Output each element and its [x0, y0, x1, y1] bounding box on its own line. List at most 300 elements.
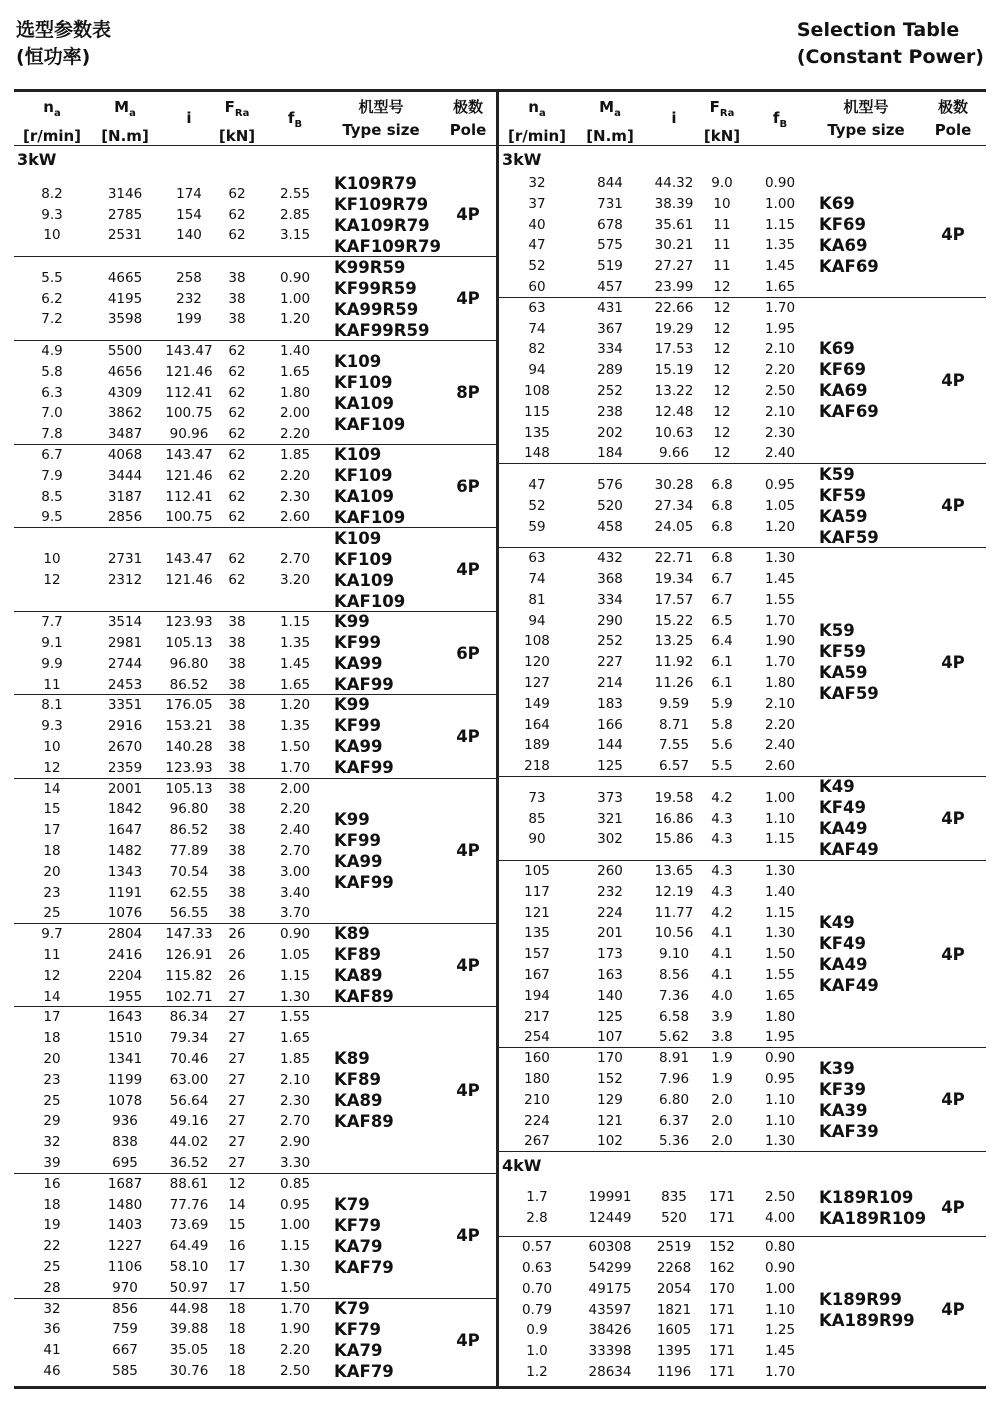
ratio-cell: 1395	[656, 1343, 692, 1360]
type-size: KA69	[819, 381, 868, 401]
type-size-list	[819, 1048, 879, 1151]
group-rows	[14, 341, 496, 445]
speed-cell: 117	[524, 883, 550, 900]
torque-cell: 129	[597, 1091, 623, 1108]
table-row	[499, 756, 986, 777]
ratio-cell: 8.56	[658, 966, 690, 983]
pole-value: 4P	[456, 560, 480, 580]
torque-cell: 125	[597, 758, 623, 775]
table-row	[499, 694, 986, 715]
torque-cell: 519	[597, 258, 623, 275]
radial-load-cell: 171	[709, 1322, 735, 1339]
speed-cell: 108	[524, 633, 550, 650]
radial-load-cell: 3.9	[711, 1008, 733, 1025]
speed-cell: 15	[43, 801, 61, 818]
type-size: KF59	[819, 642, 867, 662]
service-factor-cell: 1.90	[279, 1321, 311, 1338]
radial-load-cell: 62	[228, 572, 246, 589]
speed-cell: 194	[524, 987, 550, 1004]
pole-value: 4P	[941, 1300, 965, 1320]
service-factor-cell: 2.55	[279, 185, 311, 202]
table-row	[14, 987, 496, 1008]
power-section-label: 3kW	[502, 150, 542, 169]
type-size: KA79	[334, 1341, 383, 1361]
speed-cell: 164	[524, 716, 550, 733]
table-row	[499, 402, 986, 423]
torque-cell: 12449	[588, 1210, 632, 1227]
torque-cell: 1647	[107, 822, 143, 839]
header-na	[22, 96, 82, 148]
service-factor-cell: 2.20	[764, 716, 796, 733]
torque-cell: 936	[112, 1113, 138, 1130]
table-row	[14, 945, 496, 966]
torque-cell: 232	[597, 883, 623, 900]
type-size: KF59	[819, 485, 867, 505]
ratio-cell: 147.33	[165, 926, 213, 943]
speed-cell: 73	[528, 789, 546, 806]
table-row	[14, 737, 496, 758]
speed-cell: 1.7	[526, 1189, 548, 1206]
service-factor-cell: 2.10	[279, 1071, 311, 1088]
service-factor-cell: 1.00	[279, 290, 311, 307]
header-pole-line1	[925, 96, 981, 119]
service-factor-cell: 2.40	[764, 737, 796, 754]
radial-load-cell: 5.8	[711, 716, 733, 733]
header-na-sub: a	[53, 108, 61, 119]
table-row	[14, 1278, 496, 1299]
radial-load-cell: 6.1	[711, 674, 733, 691]
type-size: K89	[334, 1049, 370, 1069]
radial-load-cell: 5.9	[711, 695, 733, 712]
torque-cell: 170	[597, 1050, 623, 1067]
radial-load-cell: 38	[228, 697, 246, 714]
page-title-en: Selection Table	[796, 19, 960, 41]
type-size-list	[819, 861, 879, 1047]
speed-cell: 74	[528, 320, 546, 337]
radial-load-cell: 3.8	[711, 1029, 733, 1046]
torque-cell: 2916	[107, 718, 143, 735]
speed-cell: 7.8	[41, 426, 63, 443]
page-title-cn: 选型参数表	[16, 19, 112, 41]
speed-cell: 1.0	[526, 1343, 548, 1360]
table-row	[499, 986, 986, 1007]
table-row	[14, 466, 496, 487]
table-row	[499, 631, 986, 652]
type-size: KF89	[334, 945, 382, 965]
radial-load-cell: 12	[713, 445, 731, 462]
table-row	[499, 194, 986, 215]
service-factor-cell: 1.25	[764, 1322, 796, 1339]
service-factor-cell: 1.95	[764, 320, 796, 337]
table-row	[14, 1091, 496, 1112]
pole-value: 4P	[456, 1080, 480, 1100]
radial-load-cell: 2.0	[711, 1133, 733, 1150]
service-factor-cell: 1.50	[279, 738, 311, 755]
speed-cell: 157	[524, 946, 550, 963]
service-factor-cell: 3.15	[279, 227, 311, 244]
speed-cell: 10	[43, 227, 61, 244]
radial-load-cell: 11	[713, 258, 731, 275]
ratio-cell: 64.49	[169, 1238, 209, 1255]
torque-cell: 2416	[107, 946, 143, 963]
table-row	[499, 256, 986, 277]
torque-cell: 1480	[107, 1196, 143, 1213]
torque-cell: 373	[597, 789, 623, 806]
model-group	[14, 257, 496, 341]
type-size: KF69	[819, 360, 867, 380]
service-factor-cell: 1.40	[279, 343, 311, 359]
speed-cell: 7.9	[41, 467, 63, 484]
type-size-list	[334, 528, 405, 611]
type-size: K99	[334, 612, 370, 632]
speed-cell: 8.1	[41, 697, 63, 714]
type-size: KA69	[819, 235, 868, 255]
speed-cell: 28	[43, 1279, 61, 1296]
type-size: KF49	[819, 934, 867, 954]
table-row	[499, 944, 986, 965]
header-ma-label: M	[599, 98, 615, 116]
speed-cell: 0.57	[521, 1239, 553, 1256]
service-factor-cell: 1.85	[279, 1050, 311, 1067]
torque-cell: 33398	[588, 1343, 632, 1360]
page-subtitle-en: (Constant Power)	[796, 46, 984, 68]
type-size-list	[819, 1237, 915, 1383]
type-size: KAF99R59	[334, 320, 430, 340]
model-group	[14, 1299, 496, 1382]
torque-cell: 107	[597, 1029, 623, 1046]
service-factor-cell: 2.20	[279, 801, 311, 818]
service-factor-cell: 0.90	[764, 1259, 796, 1276]
radial-load-cell: 1.9	[711, 1050, 733, 1067]
torque-cell: 49175	[588, 1280, 632, 1297]
torque-cell: 759	[112, 1321, 138, 1338]
table-header	[14, 92, 496, 146]
torque-cell: 144	[597, 737, 623, 754]
service-factor-cell: 1.20	[279, 697, 311, 714]
speed-cell: 149	[524, 695, 550, 712]
ratio-cell: 30.21	[654, 237, 694, 254]
torque-cell: 1403	[107, 1217, 143, 1234]
header-pole-label: 极数	[937, 98, 968, 116]
torque-cell: 2204	[107, 967, 143, 984]
type-size: K69	[819, 193, 855, 213]
speed-cell: 135	[524, 925, 550, 942]
header-ma-unit: [N.m]	[586, 127, 634, 145]
group-rows	[499, 1048, 986, 1152]
service-factor-cell: 1.10	[764, 810, 796, 827]
radial-load-cell: 152	[709, 1239, 735, 1256]
type-size: KA89	[334, 1091, 383, 1111]
radial-load-cell: 27	[228, 1009, 246, 1026]
type-size: KF109	[334, 549, 393, 569]
type-size-list	[819, 173, 879, 297]
speed-cell: 8.2	[41, 185, 63, 202]
radial-load-cell: 26	[228, 946, 246, 963]
type-size: KF109	[334, 372, 393, 392]
speed-cell: 17	[43, 1009, 61, 1026]
header-fra-sub: Ra	[234, 108, 250, 119]
torque-cell: 457	[597, 278, 623, 295]
radial-load-cell: 38	[228, 822, 246, 839]
ratio-cell: 44.98	[169, 1300, 209, 1317]
ratio-cell: 140.28	[165, 738, 213, 755]
model-group	[14, 1007, 496, 1173]
table-row	[14, 966, 496, 987]
radial-load-cell: 16	[228, 1238, 246, 1255]
torque-cell: 125	[597, 1008, 623, 1025]
speed-cell: 167	[524, 966, 550, 983]
service-factor-cell: 1.35	[764, 237, 796, 254]
service-factor-cell: 1.00	[764, 789, 796, 806]
speed-cell: 39	[43, 1154, 61, 1171]
ratio-cell: 7.36	[658, 987, 690, 1004]
header-type-line1	[326, 96, 436, 119]
table-row	[14, 1111, 496, 1132]
radial-load-cell: 27	[228, 1071, 246, 1088]
model-group	[499, 777, 986, 861]
table-row	[499, 319, 986, 340]
service-factor-cell: 2.40	[764, 445, 796, 462]
type-size: KA49	[819, 955, 868, 975]
ratio-cell: 35.61	[654, 216, 694, 233]
table-row	[14, 341, 496, 362]
radial-load-cell: 38	[228, 780, 246, 797]
table-row	[14, 779, 496, 800]
header-type-line1	[811, 96, 921, 119]
service-factor-cell: 1.70	[764, 612, 796, 629]
type-size: K189R99	[819, 1289, 902, 1309]
table-row	[499, 475, 986, 496]
header-na-unit: [r/min]	[507, 127, 567, 145]
ratio-cell: 58.10	[169, 1258, 209, 1275]
ratio-cell: 112.41	[165, 384, 213, 401]
speed-cell: 63	[528, 550, 546, 567]
service-factor-cell: 2.00	[279, 405, 311, 422]
type-size: KA109	[334, 487, 394, 507]
radial-load-cell: 38	[228, 884, 246, 901]
ratio-cell: 121.46	[165, 363, 213, 380]
header-pole	[925, 96, 981, 142]
speed-cell: 12	[43, 967, 61, 984]
header-ma	[579, 96, 641, 148]
speed-cell: 32	[43, 1134, 61, 1151]
service-factor-cell: 1.70	[279, 759, 311, 776]
radial-load-cell: 27	[228, 1050, 246, 1067]
radial-load-cell: 18	[228, 1300, 246, 1317]
torque-cell: 302	[597, 831, 623, 848]
service-factor-cell: 2.30	[279, 1092, 311, 1109]
type-size: KF79	[334, 1215, 382, 1235]
table-row	[499, 652, 986, 673]
radial-load-cell: 4.3	[711, 810, 733, 827]
type-size: KA49	[819, 819, 868, 839]
service-factor-cell: 3.70	[279, 905, 311, 922]
service-factor-cell: 1.65	[279, 1030, 311, 1047]
radial-load-cell: 5.5	[711, 758, 733, 775]
service-factor-cell: 2.10	[764, 341, 796, 358]
speed-cell: 52	[528, 497, 546, 514]
service-factor-cell: 1.15	[764, 904, 796, 921]
table-row	[14, 924, 496, 945]
ratio-cell: 153.21	[165, 718, 213, 735]
radial-load-cell: 62	[228, 363, 246, 380]
model-group	[14, 1174, 496, 1299]
torque-cell: 166	[597, 716, 623, 733]
pole-value: 4P	[456, 205, 480, 224]
speed-cell: 135	[524, 424, 550, 441]
service-factor-cell: 1.65	[279, 363, 311, 380]
type-size-list	[334, 341, 405, 444]
speed-cell: 36	[43, 1321, 61, 1338]
table-row	[499, 1069, 986, 1090]
group-rows	[14, 779, 496, 925]
radial-load-cell: 12	[713, 341, 731, 358]
service-factor-cell: 1.30	[279, 1258, 311, 1275]
speed-cell: 10	[43, 738, 61, 755]
type-size: KA59	[819, 506, 868, 526]
table-row	[14, 799, 496, 820]
torque-cell: 334	[597, 591, 623, 608]
table-row	[499, 923, 986, 944]
type-size: KA99	[334, 737, 383, 757]
torque-cell: 4195	[107, 290, 143, 307]
service-factor-cell: 2.30	[279, 488, 311, 505]
service-factor-cell: 1.00	[279, 1217, 311, 1234]
torque-cell: 140	[597, 987, 623, 1004]
type-size: KAF89	[334, 987, 394, 1007]
model-group	[499, 1048, 986, 1152]
torque-cell: 2731	[107, 551, 143, 568]
torque-cell: 2670	[107, 738, 143, 755]
radial-load-cell: 27	[228, 1154, 246, 1171]
pole-value: 6P	[456, 643, 480, 663]
table-row	[499, 360, 986, 381]
type-size: KF39	[819, 1079, 867, 1099]
speed-cell: 5.8	[41, 363, 63, 380]
group-rows	[499, 475, 986, 537]
torque-cell: 1955	[107, 988, 143, 1005]
ratio-cell: 79.34	[169, 1030, 209, 1047]
model-group	[14, 695, 496, 778]
pole-value: 4P	[941, 1198, 965, 1218]
speed-cell: 14	[43, 988, 61, 1005]
ratio-cell: 2268	[656, 1259, 692, 1276]
service-factor-cell: 3.00	[279, 863, 311, 880]
header-fra-unit: [kN]	[218, 127, 256, 145]
type-size: K89	[334, 924, 370, 944]
radial-load-cell: 1.9	[711, 1070, 733, 1087]
header-fra	[699, 96, 745, 148]
ratio-cell: 126.91	[165, 946, 213, 963]
speed-cell: 47	[528, 237, 546, 254]
speed-cell: 29	[43, 1113, 61, 1130]
radial-load-cell: 38	[228, 718, 246, 735]
table-row	[14, 820, 496, 841]
header-i-label: i	[671, 109, 677, 127]
header-ma-sub: a	[129, 108, 136, 119]
radial-load-cell: 38	[228, 842, 246, 859]
torque-cell: 2453	[107, 676, 143, 693]
ratio-cell: 39.88	[169, 1321, 209, 1338]
type-size: KAF49	[819, 840, 879, 860]
service-factor-cell: 2.70	[279, 551, 311, 568]
type-size: KA109R79	[334, 215, 430, 235]
service-factor-cell: 1.35	[279, 634, 311, 651]
header-na-label: n	[43, 98, 54, 116]
ratio-cell: 140	[176, 227, 202, 244]
radial-load-cell: 27	[228, 1030, 246, 1047]
torque-cell: 252	[597, 633, 623, 650]
torque-cell: 585	[112, 1362, 138, 1379]
model-group	[499, 464, 986, 548]
service-factor-cell: 1.20	[279, 311, 311, 328]
type-size-list	[819, 1179, 926, 1236]
radial-load-cell: 18	[228, 1362, 246, 1379]
ratio-cell: 44.32	[654, 175, 694, 191]
type-size-list	[334, 1174, 394, 1298]
torque-cell: 695	[112, 1154, 138, 1171]
ratio-cell: 11.92	[654, 654, 694, 671]
header-pole-label: 极数	[452, 98, 483, 116]
speed-cell: 267	[524, 1133, 550, 1150]
header-fb-label: f	[287, 109, 295, 127]
radial-load-cell: 38	[228, 269, 246, 286]
speed-cell: 4.9	[41, 343, 63, 359]
pole-value: 4P	[941, 944, 965, 964]
header-fb	[755, 107, 805, 136]
type-size: KAF109	[334, 508, 406, 528]
type-size: KAF109	[334, 591, 406, 611]
table-row	[499, 861, 986, 882]
header-ma-sub: a	[614, 108, 621, 119]
header-english	[797, 17, 984, 71]
type-size: KF99R59	[334, 278, 417, 298]
torque-cell: 1643	[107, 1009, 143, 1026]
ratio-cell: 19.29	[654, 320, 694, 337]
ratio-cell: 86.52	[169, 676, 209, 693]
radial-load-cell: 12	[228, 1175, 246, 1192]
radial-load-cell: 38	[228, 905, 246, 922]
torque-cell: 4665	[107, 269, 143, 286]
header-fra-label: F	[709, 98, 720, 116]
torque-cell: 1341	[107, 1050, 143, 1067]
ratio-cell: 5.62	[658, 1029, 690, 1046]
ratio-cell: 2054	[656, 1280, 692, 1297]
table-row	[499, 611, 986, 632]
service-factor-cell: 2.40	[279, 822, 311, 839]
radial-load-cell: 27	[228, 1092, 246, 1109]
header-na-line1	[507, 96, 567, 125]
radial-load-cell: 11	[713, 237, 731, 254]
type-size: K99R59	[334, 257, 406, 277]
speed-cell: 12	[43, 759, 61, 776]
torque-cell: 38426	[588, 1322, 632, 1339]
table-row	[499, 173, 986, 194]
model-group	[14, 528, 496, 612]
type-size: K79	[334, 1299, 370, 1319]
ratio-cell: 5.36	[658, 1133, 690, 1150]
service-factor-cell: 1.15	[764, 216, 796, 233]
torque-cell: 1078	[107, 1092, 143, 1109]
service-factor-cell: 1.70	[764, 299, 796, 316]
type-size: KF99	[334, 716, 382, 736]
service-factor-cell: 1.00	[764, 195, 796, 212]
speed-cell: 189	[524, 737, 550, 754]
header-pole	[440, 96, 496, 142]
speed-cell: 11	[43, 676, 61, 693]
service-factor-cell: 1.55	[764, 591, 796, 608]
table-row	[14, 383, 496, 404]
